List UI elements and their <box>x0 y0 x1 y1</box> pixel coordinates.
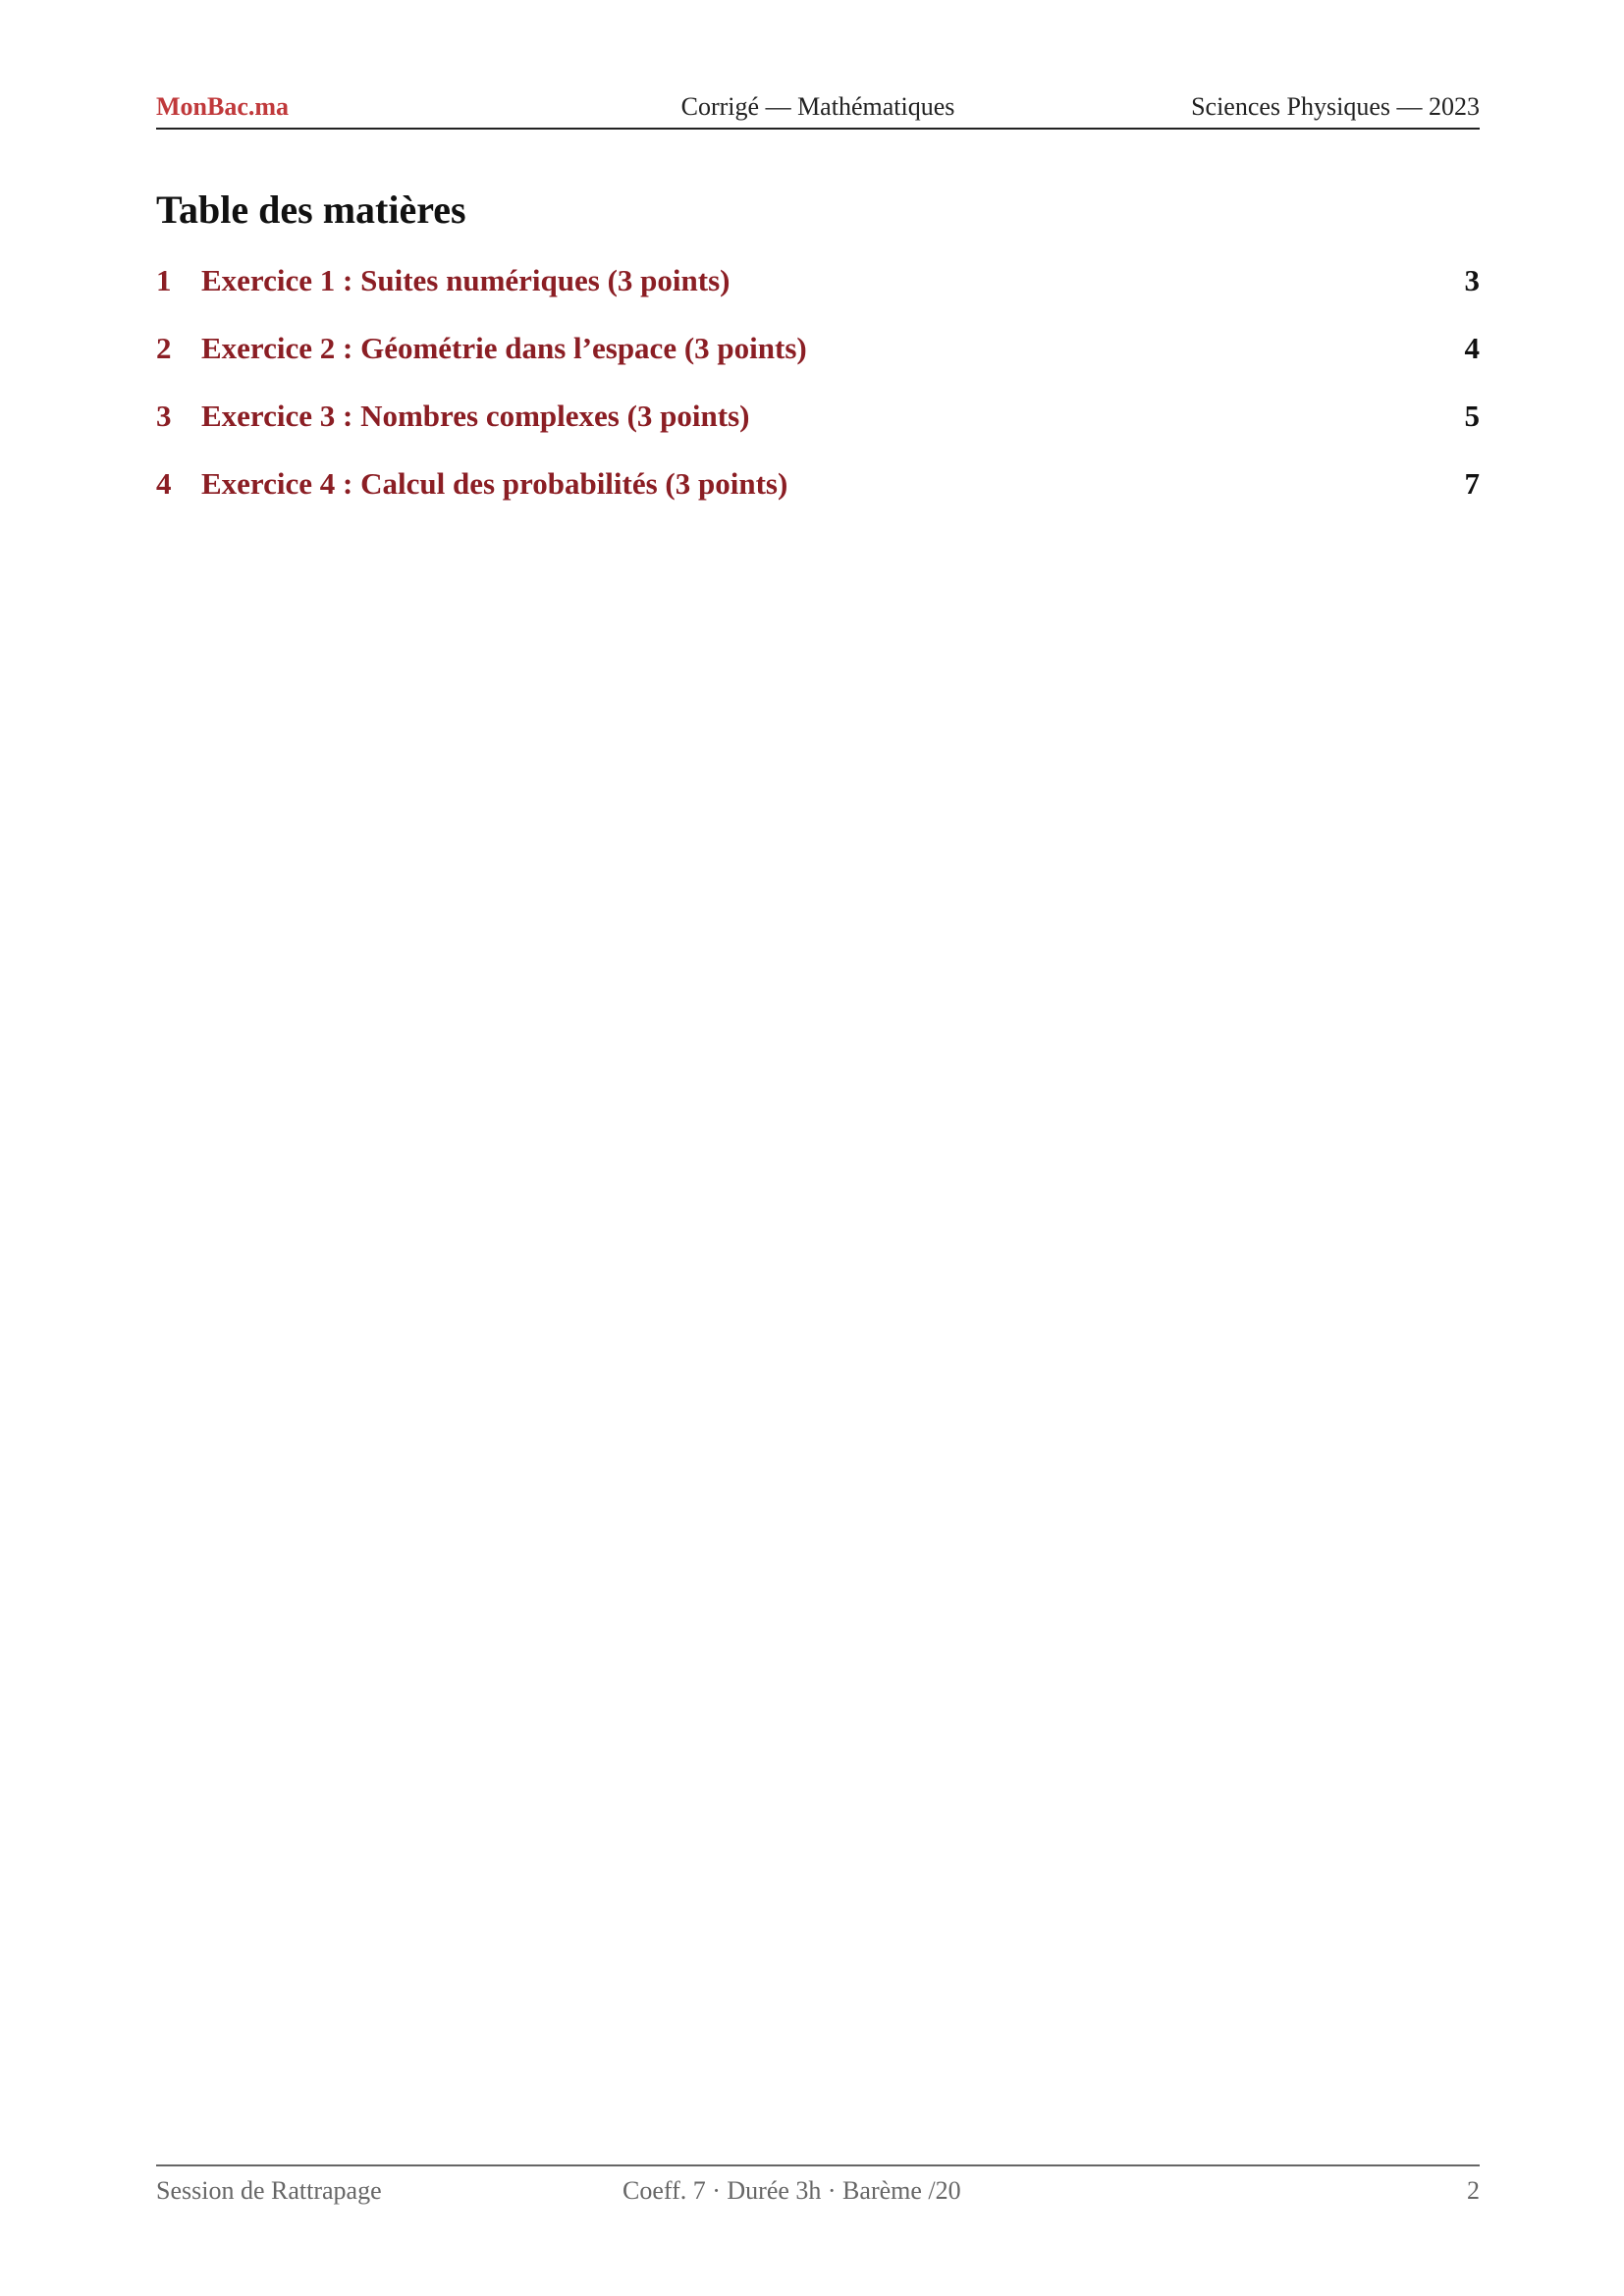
toc-entry-number: 4 <box>156 466 172 501</box>
brand-logo-text[interactable]: MonBac.ma <box>156 92 290 121</box>
toc-entry-exercise-2[interactable] <box>156 331 1480 399</box>
header-subject: Corrigé — Mathématiques <box>680 92 955 121</box>
toc-entry-page[interactable]: 3 <box>1464 263 1480 297</box>
toc-entry-page[interactable]: 4 <box>1464 331 1480 365</box>
toc-entry-number: 3 <box>156 399 172 433</box>
toc-entry-link[interactable]: Exercice 2 : Géométrie dans l’espace (3 points) <box>201 331 807 365</box>
footer-session: Session de Rattrapage <box>156 2176 382 2205</box>
toc-entry-number: 2 <box>156 331 172 365</box>
toc-entry-exercise-4[interactable] <box>156 466 1480 534</box>
footer-page-number: 2 <box>1467 2176 1480 2205</box>
toc-entry-exercise-3[interactable] <box>156 399 1480 466</box>
header-stream-year: Sciences Physiques — 2023 <box>1191 92 1480 121</box>
page-header <box>156 92 1480 130</box>
page-footer <box>156 2164 1480 2206</box>
toc-entry-page[interactable]: 7 <box>1464 466 1480 501</box>
toc-entry-link[interactable]: Exercice 3 : Nombres complexes (3 points) <box>201 399 750 433</box>
table-of-contents <box>156 263 1480 534</box>
toc-title: Table des matières <box>156 187 466 232</box>
footer-exam-info: Coeff. 7 · Durée 3h · Barème /20 <box>623 2176 961 2205</box>
toc-entry-exercise-1[interactable] <box>156 263 1480 331</box>
toc-entry-page[interactable]: 5 <box>1464 399 1480 433</box>
toc-entry-number: 1 <box>156 263 172 297</box>
toc-entry-link[interactable]: Exercice 1 : Suites numériques (3 points) <box>201 263 731 297</box>
toc-entry-link[interactable]: Exercice 4 : Calcul des probabilités (3 points) <box>201 466 788 501</box>
